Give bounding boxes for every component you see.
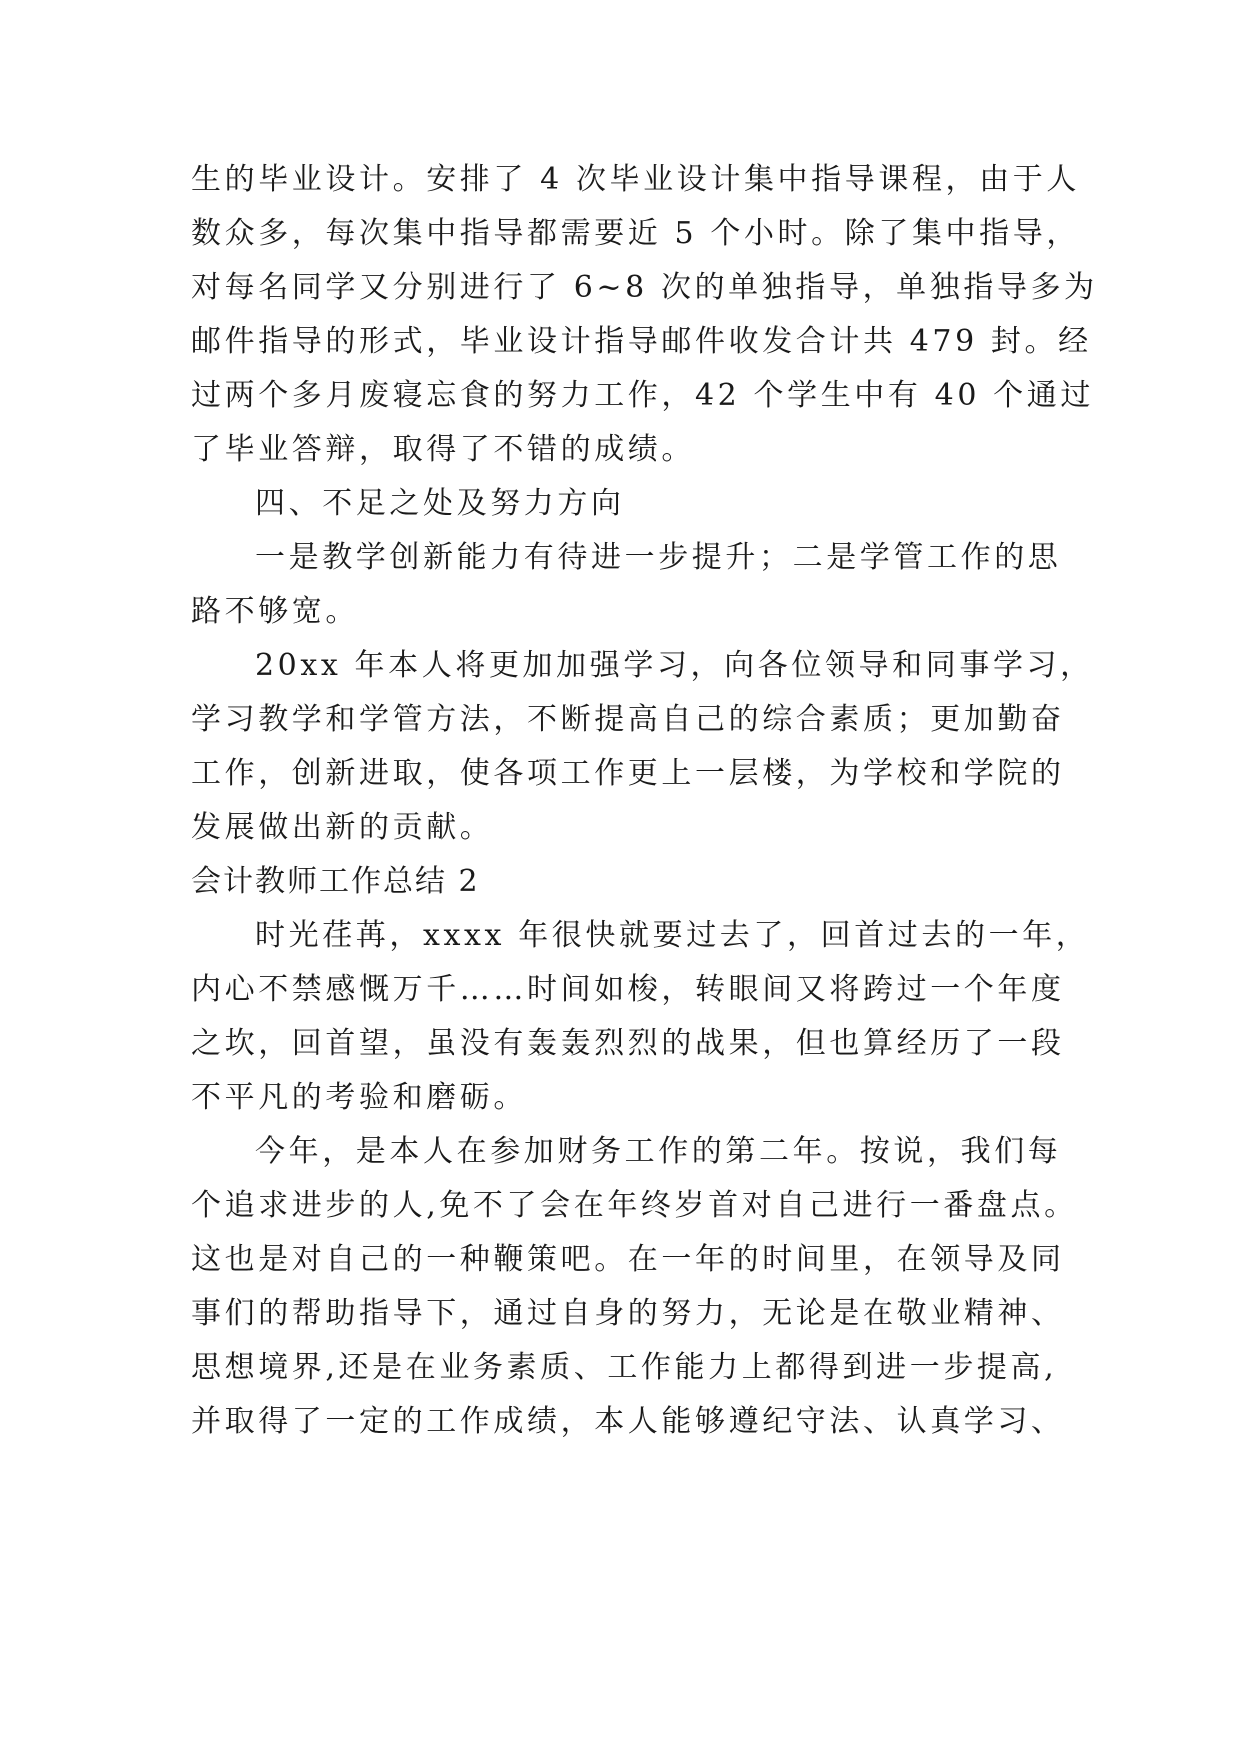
paragraph-line: 数众多，每次集中指导都需要近 5 个小时。除了集中指导， <box>191 216 1080 251</box>
paragraph-line: 思想境界,还是在业务素质、工作能力上都得到进一步提高, <box>191 1350 1058 1385</box>
paragraph-line: 了毕业答辩，取得了不错的成绩。 <box>191 432 695 467</box>
paragraph-line: 生的毕业设计。安排了 4 次毕业设计集中指导课程，由于人 <box>191 162 1080 197</box>
section-heading: 四、不足之处及努力方向 <box>255 486 625 521</box>
paragraph-line: 路不够宽。 <box>191 594 359 629</box>
paragraph-line: 一是教学创新能力有待进一步提升；二是学管工作的思 <box>255 540 1062 575</box>
paragraph-line: 时光荏苒，xxxx 年很快就要过去了，回首过去的一年， <box>255 918 1090 953</box>
paragraph-line: 事们的帮助指导下，通过自身的努力，无论是在敬业精神、 <box>191 1296 1065 1331</box>
paragraph-line: 过两个多月废寝忘食的努力工作，42 个学生中有 40 个通过 <box>191 378 1094 413</box>
document-title: 会计教师工作总结 2 <box>191 864 480 899</box>
paragraph-line: 学习教学和学管方法，不断提高自己的综合素质；更加勤奋 <box>191 702 1065 737</box>
paragraph-line: 之坎，回首望，虽没有轰轰烈烈的战果，但也算经历了一段 <box>191 1026 1065 1061</box>
paragraph-line: 不平凡的考验和磨砺。 <box>191 1080 527 1115</box>
paragraph-line: 这也是对自己的一种鞭策吧。在一年的时间里，在领导及同 <box>191 1242 1065 1277</box>
paragraph-line: 对每名同学又分别进行了 6~8 次的单独指导，单独指导多为 <box>191 270 1098 305</box>
paragraph-line: 内心不禁感慨万千……时间如梭，转眼间又将跨过一个年度 <box>191 972 1065 1007</box>
paragraph-line: 今年，是本人在参加财务工作的第二年。按说，我们每 <box>255 1134 1062 1169</box>
paragraph-line: 个追求进步的人,免不了会在年终岁首对自己进行一番盘点。 <box>191 1188 1078 1223</box>
paragraph-line: 并取得了一定的工作成绩，本人能够遵纪守法、认真学习、 <box>191 1404 1065 1439</box>
paragraph-line: 发展做出新的贡献。 <box>191 810 494 845</box>
paragraph-line: 邮件指导的形式，毕业设计指导邮件收发合计共 479 封。经 <box>191 324 1092 359</box>
paragraph-line: 20xx 年本人将更加加强学习，向各位领导和同事学习， <box>255 648 1094 683</box>
paragraph-line: 工作，创新进取，使各项工作更上一层楼，为学校和学院的 <box>191 756 1065 791</box>
